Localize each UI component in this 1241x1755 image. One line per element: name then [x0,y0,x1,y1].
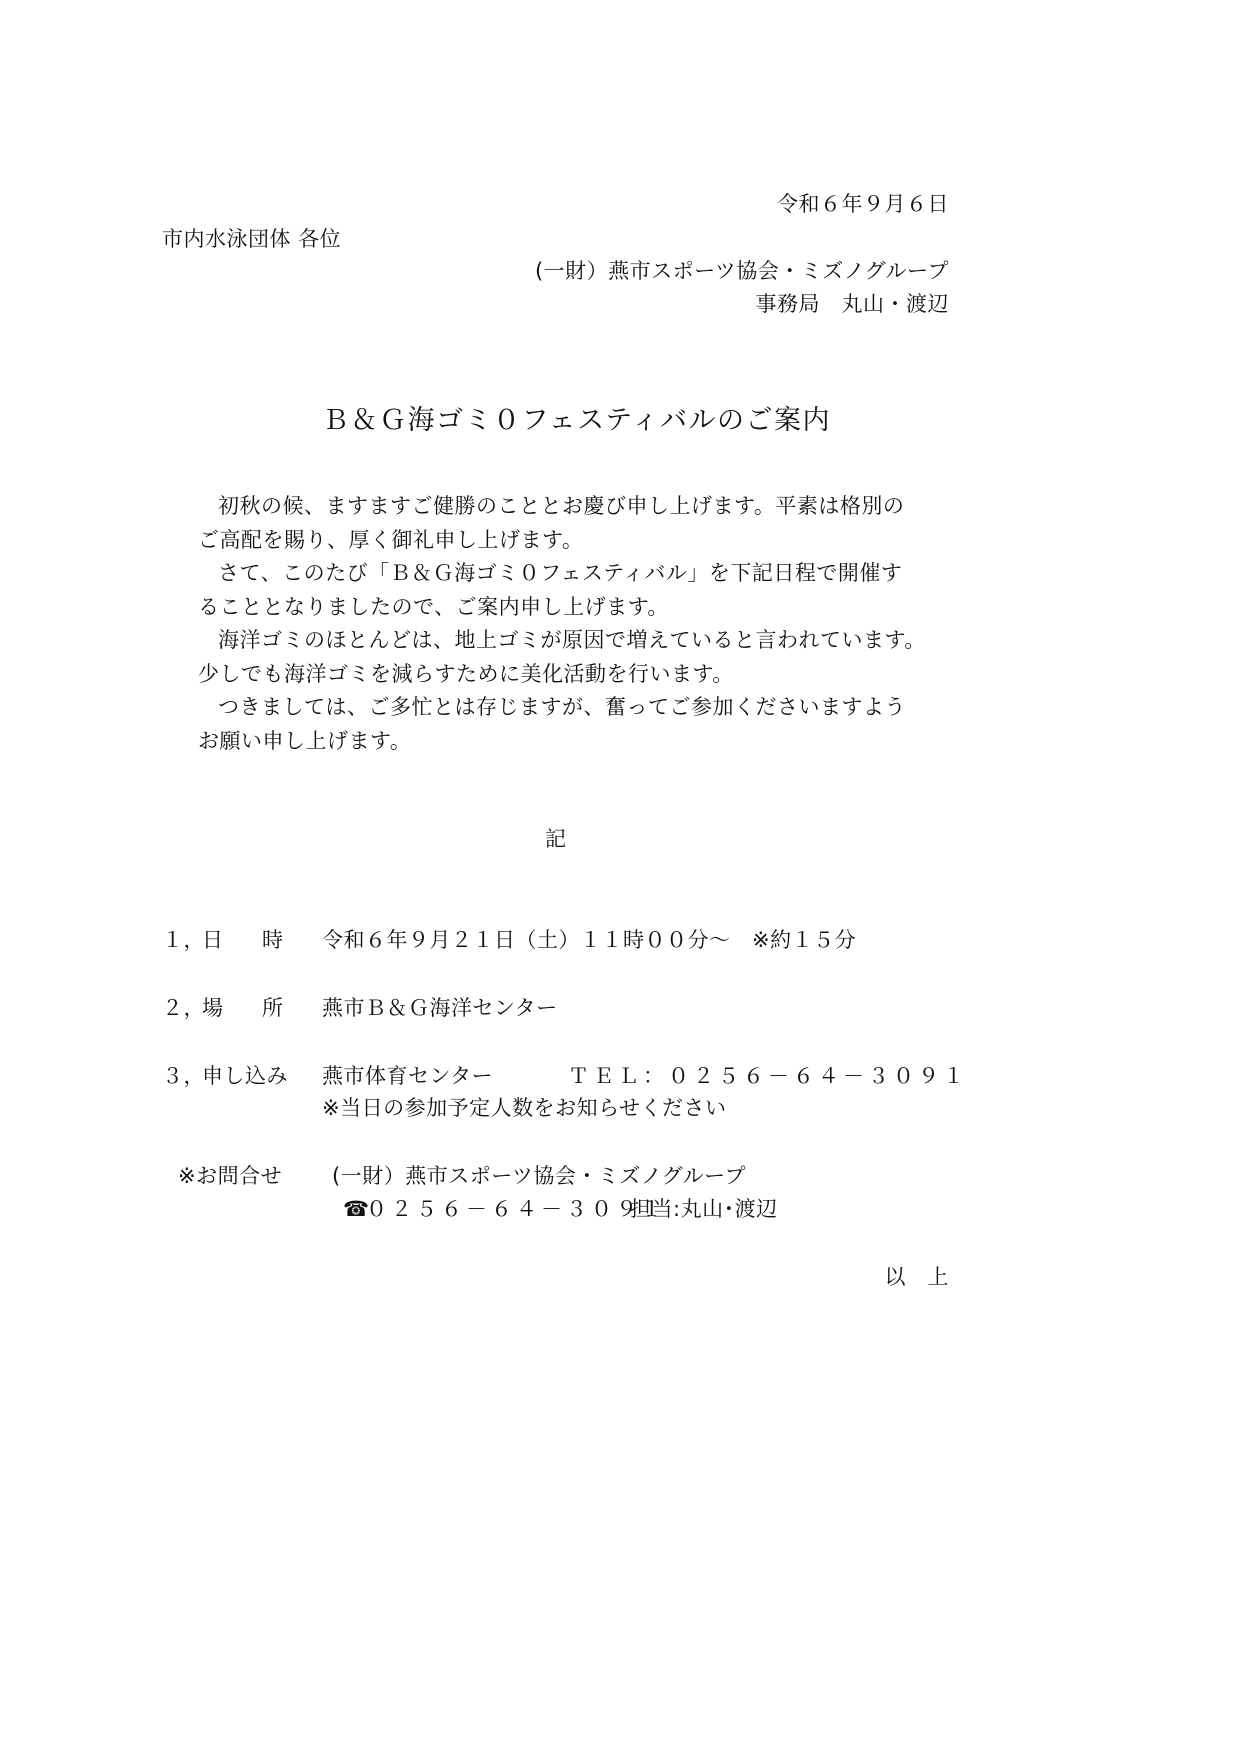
body-line: ご高配を賜り、厚く御礼申し上げます。 [198,528,584,552]
item-3-note: ※当日の参加予定人数をお知らせください [322,1096,727,1120]
item-2-label-b: 所 [262,996,284,1020]
item-3-value: 燕市体育センター [322,1064,494,1088]
body-line: 初秋の候、ますますご健勝のこととお慶び申し上げます。平素は格別の [218,494,905,518]
item-3-number: ３， [162,1064,205,1088]
body-line: つきましては、ご多忙とは存じますが、奮ってご参加くださいますよう [218,695,906,719]
ki-heading: 記 [545,827,567,851]
inquiry-organization: (一財）燕市スポーツ協会・ミズノグループ [332,1164,747,1188]
body-line: お願い申し上げます。 [198,729,412,753]
closing-mark: 以 上 [884,1265,949,1289]
item-3-tel: ＴＥＬ：０２５６－６４－３０９１ [568,1064,968,1088]
sender-organization: (一財）燕市スポーツ協会・ミズノグループ [534,259,949,283]
item-1-number: １， [162,928,205,952]
body-line: 海洋ゴミのほとんどは、地上ゴミが原因で増えていると言われています。 [218,628,926,652]
item-2-number: ２， [162,996,205,1020]
item-2-value: 燕市Ｂ＆Ｇ海洋センター [322,996,558,1020]
item-1-value: 令和６年９月２１日（土）１１時００分～ ※約１５分 [322,928,857,952]
inquiry-label: ※お問合せ [178,1164,283,1188]
item-1-label-a: 日 [202,928,224,952]
phone-icon: ☎ [343,1197,370,1221]
page-title: Ｂ＆Ｇ海ゴミ０フェスティバルのご案内 [322,405,831,436]
item-3-label: 申し込み [202,1064,288,1088]
item-2-label-a: 場 [202,996,224,1020]
recipient: 市内水泳団体 各位 [162,227,342,251]
inquiry-phone: ０２５６－６４－３０９１ [366,1197,666,1221]
document-date: 令和６年９月６日 [777,192,949,216]
body-line: 少しでも海洋ゴミを減らすために美化活動を行います。 [198,662,734,686]
body-line: ることとなりましたので、ご案内申し上げます。 [198,595,669,619]
inquiry-contact: 担当:丸山･渡辺 [630,1197,778,1221]
item-1-label-b: 時 [262,928,284,952]
body-line: さて、このたび「Ｂ＆Ｇ海ゴミ０フェスティバル」を下記日程で開催す [218,561,903,585]
sender-office: 事務局 丸山・渡辺 [755,292,949,316]
